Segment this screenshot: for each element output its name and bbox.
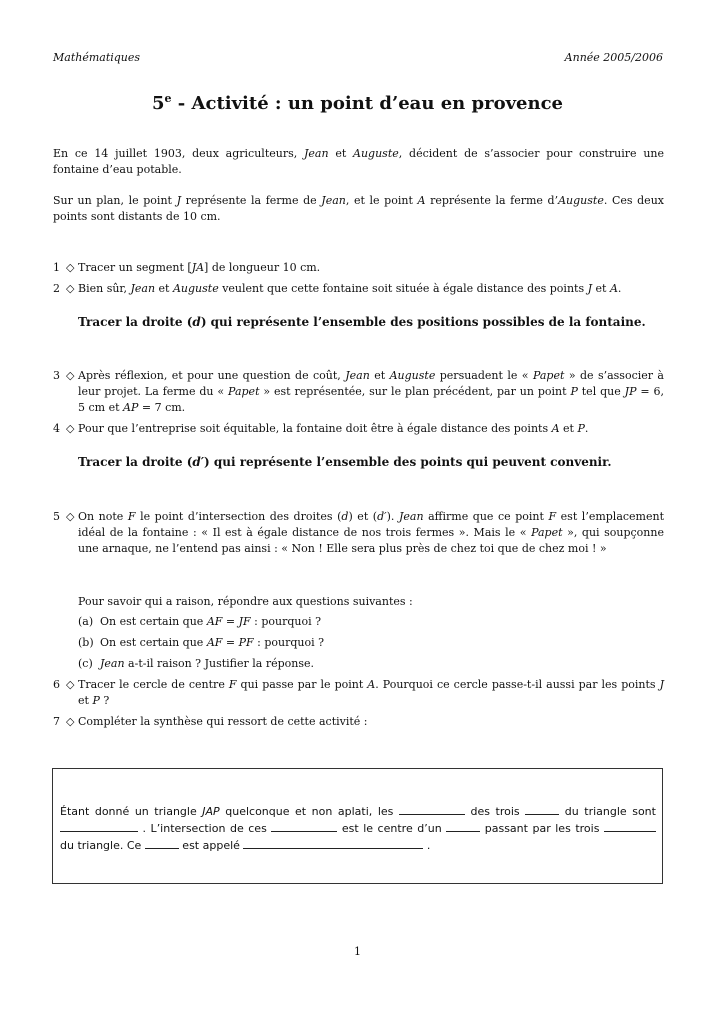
question-a: (a) On est certain que AF = JF : pourquoi ? xyxy=(78,615,322,628)
intro-paragraph-2: Sur un plan, le point J représente la ferme de Jean, et le point A représente la ferme d’Auguste. Ces deux points sont distants de 10 cm. xyxy=(53,194,664,223)
list-item: 6 ◇ Tracer le cercle de centre F qui passe par le point A. Pourquoi ce cercle passe-t-il aussi par les points J et P ? xyxy=(53,678,664,707)
list-item: 4 ◇ Pour que l’entreprise soit équitable, la fontaine doit être à égale distance des points A et P. xyxy=(53,422,589,435)
question-c: (c) Jean a-t-il raison ? Justifier la réponse. xyxy=(78,657,315,670)
fill-blank[interactable] xyxy=(446,821,480,832)
fill-blank[interactable] xyxy=(243,838,423,849)
instruction-draw-d: Tracer la droite (d) qui représente l’ensemble des positions possibles de la fontaine. xyxy=(78,315,646,329)
fill-blank[interactable] xyxy=(60,821,138,832)
intro-paragraph-1: En ce 14 juillet 1903, deux agriculteurs, Jean et Auguste, décident de s’associer pour construire une fontaine d’eau potable. xyxy=(53,147,664,176)
page-title: 5e - Activité : un point d’eau en provence xyxy=(151,92,563,114)
questions-intro: Pour savoir qui a raison, répondre aux questions suivantes : xyxy=(78,595,413,608)
list-item: 2 ◇ Bien sûr, Jean et Auguste veulent que cette fontaine soit située à égale distance des points J et A. xyxy=(53,282,622,295)
fill-blank[interactable] xyxy=(145,838,179,849)
list-item: 7 ◇ Compléter la synthèse qui ressort de cette activité : xyxy=(53,715,368,728)
instruction-draw-d-prime: Tracer la droite (d′) qui représente l’ensemble des points qui peuvent convenir. xyxy=(78,455,612,469)
header-year: Année 2005/2006 xyxy=(564,51,663,64)
synthesis-text: Étant donné un triangle JAP quelconque et non aplati, les des trois du triangle sont . L’intersection de ces est le centre d’un passant par les trois du triangle. Ce est appelé . xyxy=(60,805,656,852)
fill-blank[interactable] xyxy=(271,821,337,832)
list-item: 3 ◇ Après réflexion, et pour une question de coût, Jean et Auguste persuadent le « Papet » de s’associer à leur projet. La ferme du « Papet » est représentée, sur le plan précédent, par un point P tel que JP = 6, 5 cm et AP = 7 cm. xyxy=(53,369,664,414)
question-b: (b) On est certain que AF = PF : pourquoi ? xyxy=(78,636,325,649)
fill-blank[interactable] xyxy=(399,804,465,815)
fill-blank[interactable] xyxy=(604,821,656,832)
fill-blank[interactable] xyxy=(525,804,559,815)
list-item: 1 ◇ Tracer un segment [JA] de longueur 10 cm. xyxy=(53,261,321,274)
list-item: 5 ◇ On note F le point d’intersection des droites (d) et (d′). Jean affirme que ce point F est l’emplacement idéal de la fontaine : « Il est à égale distance de nos trois fermes ». Mais le « Papet », qui soupçonne une arnaque, ne l’entend pas ainsi : « Non ! Elle sera plus près de chez toi que de chez moi ! » xyxy=(53,510,664,555)
header-subject: Mathématiques xyxy=(53,51,141,64)
page-number: 1 xyxy=(354,945,361,958)
